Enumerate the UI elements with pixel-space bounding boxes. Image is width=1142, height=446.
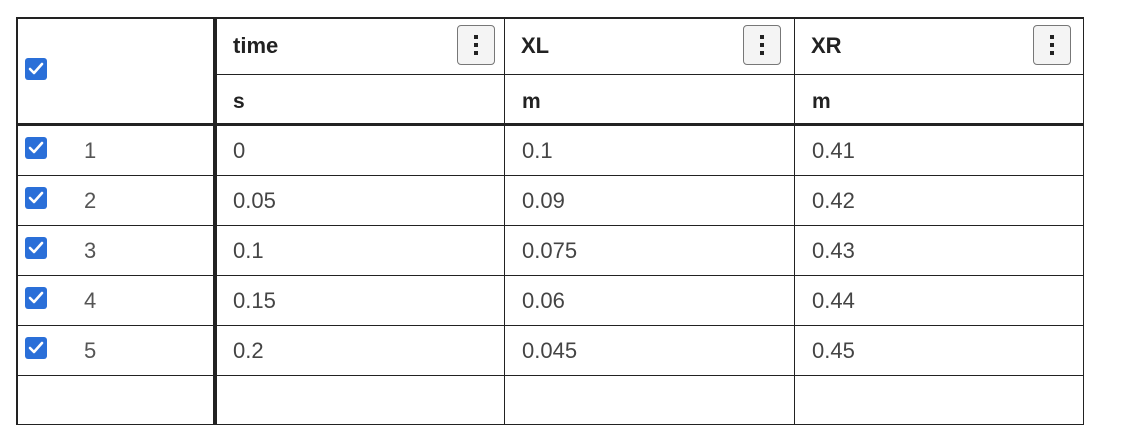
kebab-menu-icon [1049,34,1055,56]
check-icon [28,191,44,205]
table-cell[interactable]: 0.45 [812,338,855,363]
row-checkbox[interactable] [25,337,47,359]
table-cell[interactable]: 0.09 [522,188,565,213]
table-cell[interactable]: 0.15 [233,288,276,313]
table-cell[interactable]: 0.42 [812,188,855,213]
table-cell[interactable]: 0.1 [233,238,264,263]
column-unit: m [812,90,831,113]
row-index: 5 [84,338,97,363]
row-checkbox[interactable] [25,137,47,159]
row-index: 4 [84,288,97,313]
column-name: XL [521,33,550,58]
table-cell[interactable]: 0.41 [812,138,855,163]
table-cell[interactable]: 0.075 [522,238,578,263]
table-cell[interactable]: 0.05 [233,188,276,213]
check-icon [28,141,44,155]
table-cell[interactable]: 0.2 [233,338,264,363]
check-icon [28,341,44,355]
row-index: 2 [84,188,97,213]
data-table [16,17,1084,425]
table-row [18,126,1083,176]
table-cell[interactable]: 0.43 [812,238,855,263]
column-menu-button[interactable] [457,25,495,65]
kebab-menu-icon [473,34,479,56]
table-row [18,276,1083,326]
column-menu-button[interactable] [743,25,781,65]
empty-entry-row[interactable] [18,376,1083,426]
check-icon [28,241,44,255]
check-icon [28,62,44,76]
column-header-xr [795,19,1083,74]
table-row [18,226,1083,276]
column-unit: s [233,90,245,113]
row-checkbox[interactable] [25,187,47,209]
table-cell[interactable]: 0.045 [522,338,578,363]
column-header-xl [505,19,794,74]
kebab-menu-icon [759,34,765,56]
table-cell[interactable]: 0.06 [522,288,565,313]
column-unit: m [522,90,541,113]
select-all-checkbox[interactable] [25,58,47,80]
column-name: XR [811,33,842,58]
row-checkbox[interactable] [25,287,47,309]
table-cell[interactable]: 0 [233,138,246,163]
table-cell[interactable]: 0.1 [522,138,553,163]
row-index: 1 [84,138,97,163]
table-row [18,176,1083,226]
column-name: time [233,33,279,58]
check-icon [28,291,44,305]
header-unit-divider [217,74,1083,75]
row-checkbox[interactable] [25,237,47,259]
table-cell[interactable]: 0.44 [812,288,855,313]
row-index: 3 [84,238,97,263]
column-menu-button[interactable] [1033,25,1071,65]
table-row [18,326,1083,376]
column-header-time [217,19,504,74]
